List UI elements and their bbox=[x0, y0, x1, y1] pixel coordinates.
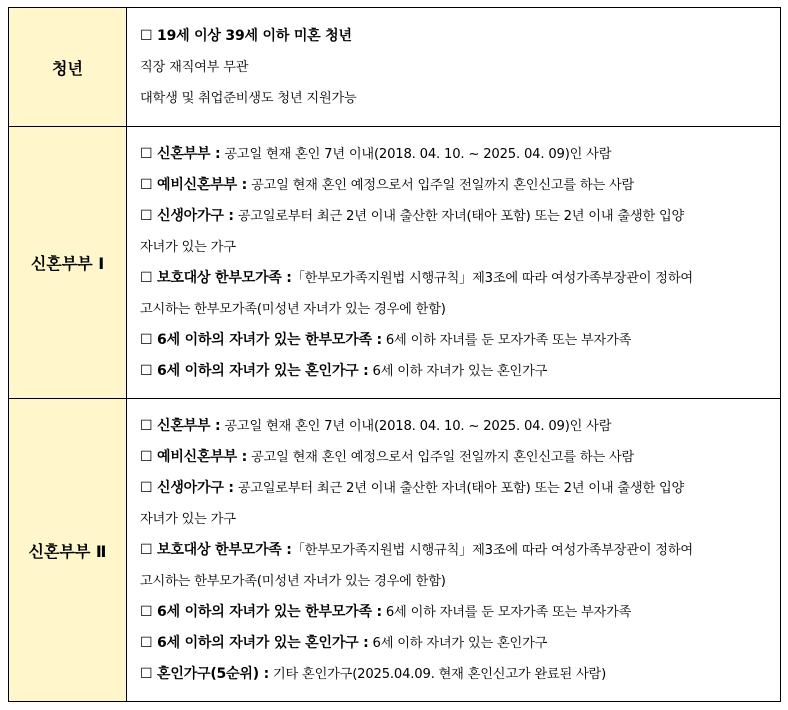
criteria-line: ☐ 19세 이상 39세 이하 미혼 청년 bbox=[140, 28, 352, 44]
criteria-line bbox=[140, 263, 774, 294]
criteria-term: ☐ 6세 이하의 자녀가 있는 혼인가구 : bbox=[140, 362, 369, 379]
criteria-line: 자녀가 있는 가구 bbox=[140, 511, 236, 527]
criteria-line bbox=[140, 139, 774, 170]
criteria-line bbox=[140, 325, 774, 356]
criteria-line bbox=[140, 659, 774, 690]
eligibility-table bbox=[8, 7, 781, 702]
criteria-description: 공고일 현재 혼인 7년 이내(2018. 04. 10. ~ 2025. 04. 09)인 사람 bbox=[220, 146, 612, 162]
table-row bbox=[9, 8, 781, 127]
criteria-term: ☐ 6세 이하의 자녀가 있는 한부모가족 : bbox=[140, 603, 382, 620]
criteria-description: 공고일로부터 최근 2년 이내 출산한 자녀(태아 포함) 또는 2년 이내 출생한 입양 bbox=[233, 208, 685, 224]
criteria-line: 직장 재직여부 무관 bbox=[140, 60, 249, 75]
criteria-term: ☐ 6세 이하의 자녀가 있는 한부모가족 : bbox=[140, 331, 382, 348]
criteria-list bbox=[140, 10, 774, 124]
criteria-cell bbox=[127, 399, 781, 702]
criteria-cell bbox=[127, 127, 781, 399]
criteria-line: 대학생 및 취업준비생도 청년 지원가능 bbox=[140, 91, 357, 106]
criteria-line: 고시하는 한부모가족(미성년 자녀가 있는 경우에 한함) bbox=[140, 301, 446, 317]
criteria-term: ☐ 혼인가구(5순위) : bbox=[140, 665, 269, 682]
criteria-term: ☐ 신생아가구 : bbox=[140, 479, 234, 496]
criteria-line bbox=[140, 170, 774, 201]
criteria-list bbox=[140, 402, 774, 699]
criteria-term: ☐ 보호대상 한부모가족 : bbox=[140, 269, 292, 286]
table-row bbox=[9, 399, 781, 702]
criteria-line bbox=[140, 628, 774, 659]
criteria-term: ☐ 예비신혼부부 : bbox=[140, 176, 248, 193]
criteria-line bbox=[140, 442, 774, 473]
criteria-term: ☐ 신혼부부 : bbox=[140, 145, 221, 162]
category-cell: 청년 bbox=[9, 8, 127, 127]
criteria-term: ☐ 보호대상 한부모가족 : bbox=[140, 541, 292, 558]
criteria-term: ☐ 예비신혼부부 : bbox=[140, 448, 248, 465]
criteria-cell bbox=[127, 8, 781, 127]
criteria-description: 「한부모가족지원법 시행규칙」제3조에 따라 여성가족부장관이 정하여 bbox=[291, 542, 693, 558]
criteria-term: ☐ 신혼부부 : bbox=[140, 417, 221, 434]
criteria-description: 공고일로부터 최근 2년 이내 출산한 자녀(태아 포함) 또는 2년 이내 출생한 입양 bbox=[233, 480, 685, 496]
criteria-description: 6세 이하 자녀가 있는 혼인가구 bbox=[368, 635, 548, 651]
criteria-line bbox=[140, 356, 774, 387]
criteria-description: 공고일 현재 혼인 예정으로서 입주일 전일까지 혼인신고를 하는 사람 bbox=[247, 177, 635, 193]
criteria-description: 6세 이하 자녀가 있는 혼인가구 bbox=[368, 363, 548, 379]
category-cell: 신혼부부 Ⅱ bbox=[9, 399, 127, 702]
criteria-line bbox=[140, 473, 774, 504]
criteria-description: 6세 이하 자녀를 둔 모자가족 또는 부자가족 bbox=[381, 604, 632, 620]
table-row bbox=[9, 127, 781, 399]
criteria-description: 공고일 현재 혼인 7년 이내(2018. 04. 10. ~ 2025. 04. 09)인 사람 bbox=[220, 418, 612, 434]
criteria-list bbox=[140, 130, 774, 396]
criteria-line: 자녀가 있는 가구 bbox=[140, 239, 236, 255]
category-cell: 신혼부부 Ⅰ bbox=[9, 127, 127, 399]
criteria-line: 고시하는 한부모가족(미성년 자녀가 있는 경우에 한함) bbox=[140, 573, 446, 589]
criteria-description: 「한부모가족지원법 시행규칙」제3조에 따라 여성가족부장관이 정하여 bbox=[291, 270, 693, 286]
criteria-line bbox=[140, 411, 774, 442]
criteria-term: ☐ 신생아가구 : bbox=[140, 207, 234, 224]
criteria-line bbox=[140, 597, 774, 628]
criteria-description: 6세 이하 자녀를 둔 모자가족 또는 부자가족 bbox=[381, 332, 632, 348]
criteria-description: 공고일 현재 혼인 예정으로서 입주일 전일까지 혼인신고를 하는 사람 bbox=[247, 449, 635, 465]
criteria-description: 기타 혼인가구(2025.04.09. 현재 혼인신고가 완료된 사람) bbox=[268, 666, 607, 682]
criteria-line bbox=[140, 535, 774, 566]
criteria-line bbox=[140, 201, 774, 232]
criteria-term: ☐ 6세 이하의 자녀가 있는 혼인가구 : bbox=[140, 634, 369, 651]
